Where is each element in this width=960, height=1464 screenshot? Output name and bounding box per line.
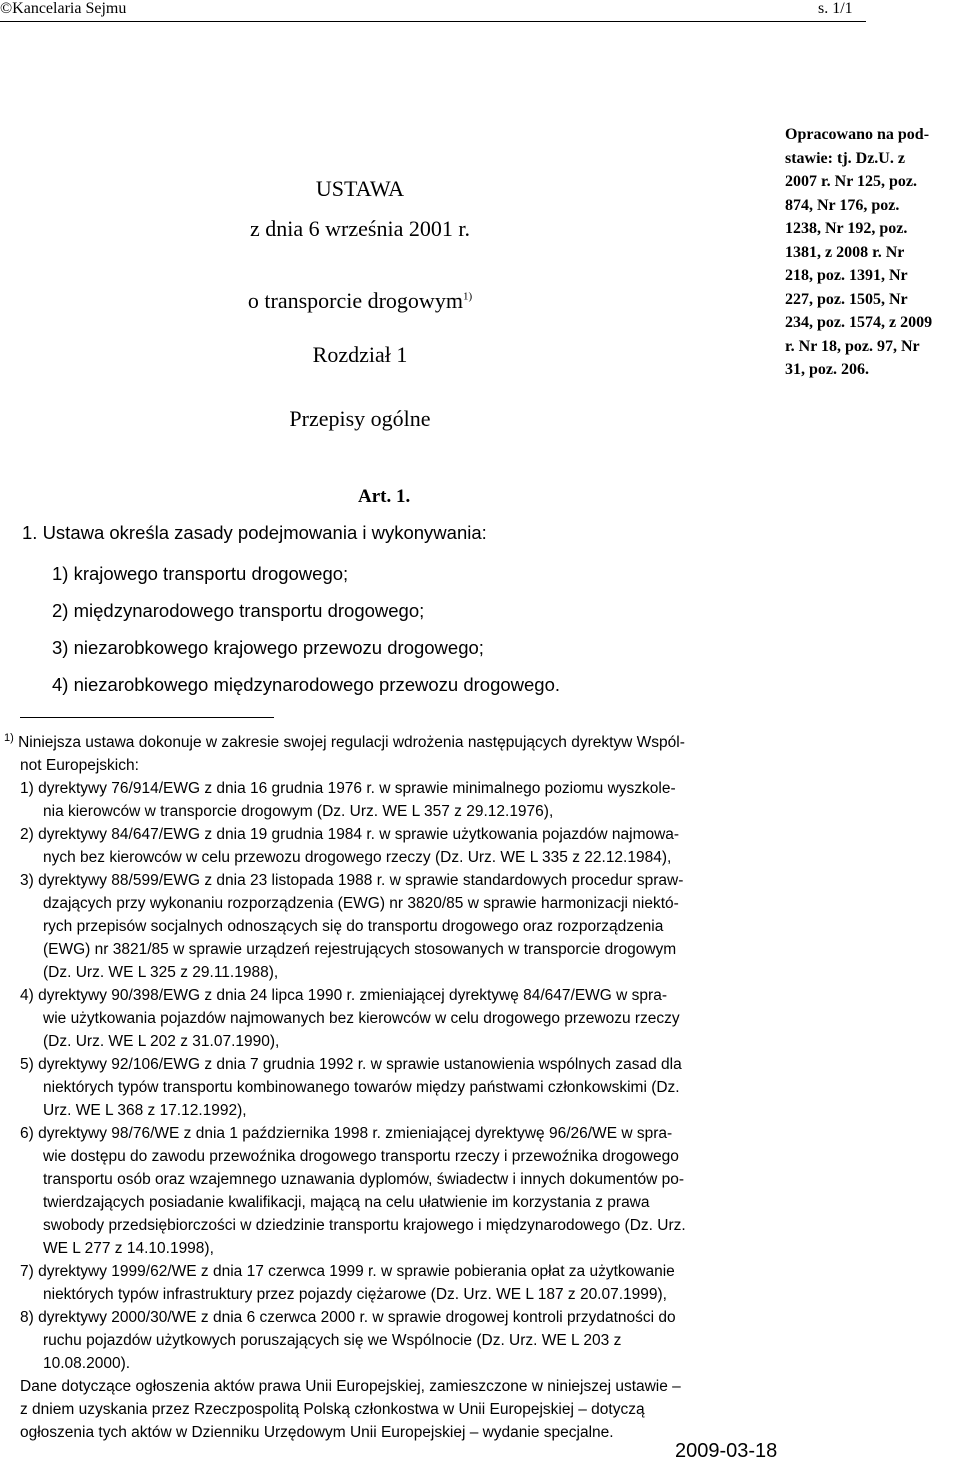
chapter-number: Rozdział 1 [312,342,408,367]
footnote-line: twierdzających posiadanie kwalifikacji, mającą na celu ułatwienie im korzystania z prawa [43,1194,650,1211]
footnote-line: rych przepisów socjalnych odnoszących się do transportu drogowego oraz rozporządzenia [43,918,664,935]
side-note-line: 2007 r. Nr 125, poz. [785,173,917,190]
footnote-line: wie dostępu do zawodu przewoźnika drogowego transportu rzeczy i przewoźnika drogowego [43,1148,679,1165]
footnote-line: WE L 277 z 14.10.1998), [43,1240,214,1257]
footnote-line: nych bez kierowców w celu przewozu drogowego rzeczy (Dz. Urz. WE L 335 z 22.12.1984), [43,849,672,866]
footnote-line: niektórych typów infrastruktury przez pojazdy ciężarowe (Dz. Urz. WE L 187 z 20.07.1999), [43,1286,667,1303]
article-point: 2) międzynarodowego transportu drogowego; [52,600,425,621]
footnote-line: Urz. WE L 368 z 17.12.1992), [43,1102,247,1119]
footnote-line: 6) dyrektywy 98/76/WE z dnia 1 października 1998 r. zmieniającej dyrektywę 96/26/WE w spra- [20,1125,673,1142]
footnote-line: nia kierowców w transporcie drogowym (Dz. Urz. WE L 357 z 29.12.1976), [43,803,554,820]
side-note-line: 874, Nr 176, poz. [785,196,900,214]
article-paragraph: 1. Ustawa określa zasady podejmowania i wykonywania: [22,522,487,543]
footnote-line: ogłoszenia tych aktów w Dzienniku Urzędowym Unii Europejskiej – wydanie specjalne. [20,1424,614,1441]
side-note-line: 31, poz. 206. [785,361,869,378]
side-note-line: 227, poz. 1505, Nr [785,290,908,308]
article-point: 4) niezarobkowego międzynarodowego przewozu drogowego. [52,674,561,695]
article-point: 1) krajowego transportu drogowego; [52,563,349,584]
footnote-line: transportu osób oraz wzajemnego uznawania dyplomów, świadectw i innych dokumentów po- [43,1171,685,1188]
side-note [785,123,960,382]
act-type: USTAWA [315,176,405,201]
footnote-line: niektórych typów transportu kombinowanego towarów między państwami członkowskimi (Dz. [43,1079,680,1096]
header-copyright: ©Kancelaria Sejmu [0,0,127,17]
footnote-line: 8) dyrektywy 2000/30/WE z dnia 6 czerwca 2000 r. w sprawie drogowej kontroli przydatności do [20,1309,676,1326]
footnote-line: (EWG) nr 3821/85 w sprawie urządzeń rejestrujących stosowanych w transporcie drogowym [43,941,677,958]
footnote-rule [20,717,274,718]
footnote-line: 1) dyrektywy 76/914/EWG z dnia 16 grudnia 1976 r. w sprawie minimalnego poziomu wyszkole- [20,780,676,797]
footnote-line: (Dz. Urz. WE L 325 z 29.11.1988), [43,964,279,981]
side-note-line: 234, poz. 1574, z 2009 [785,314,933,331]
footnote-line: (Dz. Urz. WE L 202 z 31.07.1990), [43,1033,280,1050]
footnote-line: 2) dyrektywy 84/647/EWG z dnia 19 grudnia 1984 r. w sprawie użytkowania pojazdów najmowa- [20,826,680,843]
footnote-line: 7) dyrektywy 1999/62/WE z dnia 17 czerwca 1999 r. w sprawie pobierania opłat za użytkowanie [20,1263,675,1280]
side-note-line: 1381, z 2008 r. Nr [785,243,905,261]
footnote-text: Niniejsza ustawa dokonuje w zakresie swojej regulacji wdrożenia następujących dyrektyw Wspól- [18,734,685,751]
act-name [160,288,560,314]
document-date: 2009-03-18 [675,1440,778,1462]
footnote-line: ruchu pojazdów użytkowych poruszających się we Wspólnocie (Dz. Urz. WE L 203 z [43,1332,622,1349]
act-date: z dnia 6 września 2001 r. [250,216,470,241]
footnote-marker: 1) [4,731,14,744]
header-page-number: s. 1/1 [818,0,853,17]
footnote-line: 3) dyrektywy 88/599/EWG z dnia 23 listopada 1988 r. w sprawie standardowych procedur spraw- [20,872,684,889]
footnote-line: dzających przy wykonaniu rozporządzenia (EWG) nr 3820/85 w sprawie harmonizacji niektó- [43,895,679,912]
footnote-line: z dniem uzyskania przez Rzeczpospolitą Polską członkostwa w Unii Europejskiej – dotyczą [20,1401,645,1418]
side-note-line: r. Nr 18, poz. 97, Nr [785,337,920,355]
side-note-line: 1238, Nr 192, poz. [785,220,908,237]
act-name-footnote-ref: 1) [462,290,473,303]
footnote-line: 10.08.2000). [43,1355,131,1372]
footnote-line: wie użytkowania pojazdów najmowanych bez kierowców w celu drogowego przewozu rzeczy [43,1010,680,1027]
chapter-title: Przepisy ogólne [289,406,431,431]
header-rule [0,21,866,22]
footnote-line: 4) dyrektywy 90/398/EWG z dnia 24 lipca 1990 r. zmieniającej dyrektywę 84/647/EWG w spra- [20,987,667,1004]
article-title: Art. 1. [358,486,411,507]
side-note-line: 218, poz. 1391, Nr [785,267,908,284]
act-name-text: o transporcie drogowym [247,288,463,313]
footnote-line: 5) dyrektywy 92/106/EWG z dnia 7 grudnia 1992 r. w sprawie ustanowienia wspólnych zasad dla [20,1056,682,1073]
article-point: 3) niezarobkowego krajowego przewozu drogowego; [52,637,484,658]
side-note-line: Opracowano na pod- [785,126,930,143]
side-note-line: stawie: tj. Dz.U. z [785,149,905,167]
footnote-intro [4,733,685,753]
footnote-line: swobody przedsiębiorczości w dziedzinie transportu krajowego i międzynarodowego (Dz. Urz. [43,1217,686,1234]
footnote-line: not Europejskich: [20,757,139,774]
footnote-line: Dane dotyczące ogłoszenia aktów prawa Unii Europejskiej, zamieszczone w niniejszej ustawie – [20,1378,681,1395]
